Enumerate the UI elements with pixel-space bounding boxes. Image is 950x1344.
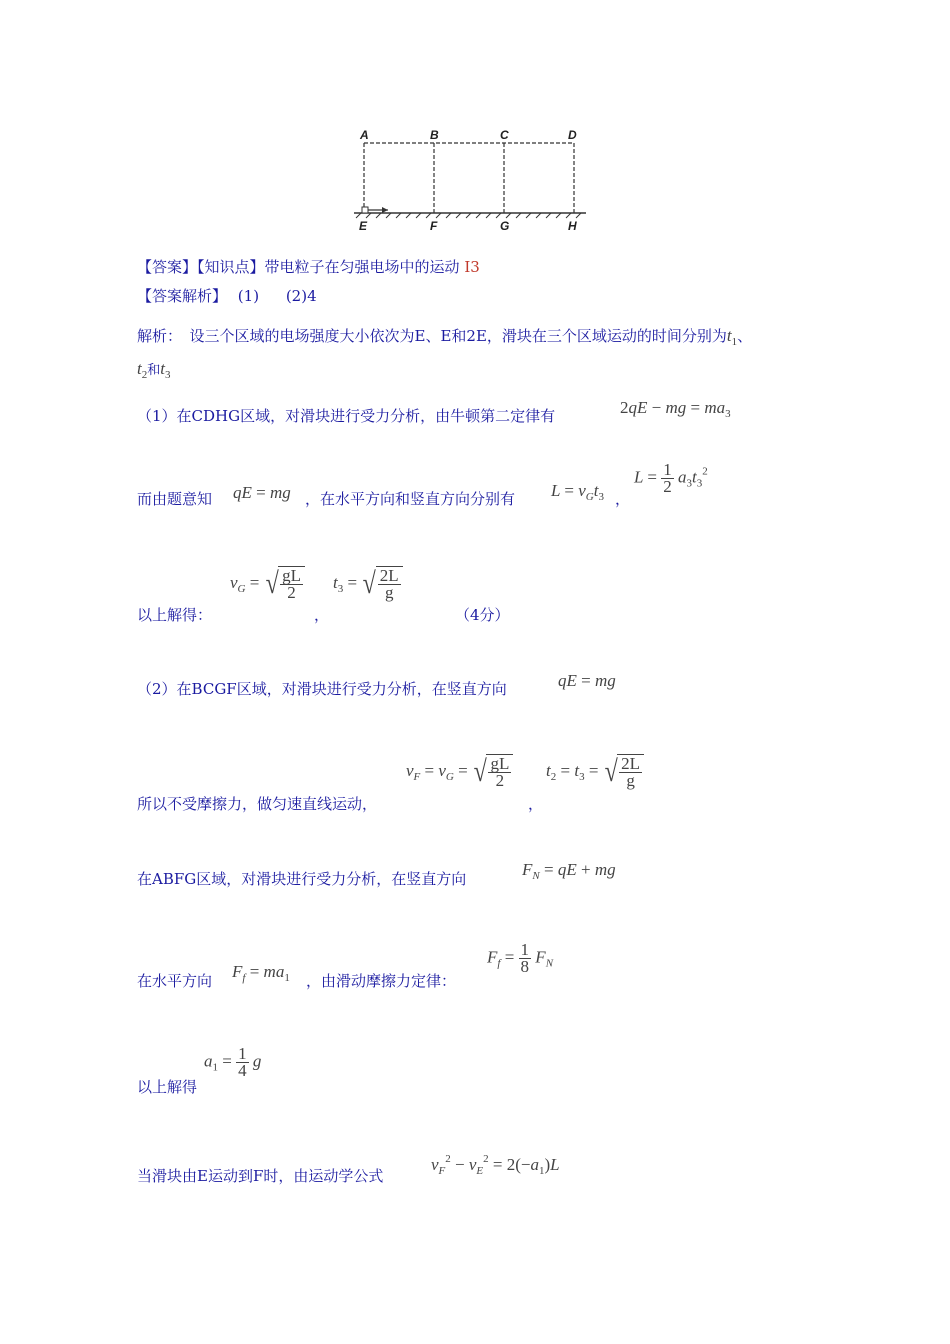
eq-kinematics: $v_F^2 - v_E^2 = 2(-a_1)L$	[431, 1153, 560, 1177]
answer-tag: 【答案】	[137, 258, 198, 276]
label-A: A	[360, 128, 369, 142]
step3-comma: ，	[314, 606, 330, 624]
knowledge-text: 带电粒子在匀强电场中的运动	[264, 258, 460, 276]
analysis-tag: 【答案解析】	[137, 287, 228, 305]
intro-line-1: 解析： 设三个区域的电场强度大小依次为E、E和2E，滑块在三个区域运动的时间分别为$t_1$、	[137, 326, 753, 348]
step6-text: 在ABFG区域，对滑块进行受力分析，在竖直方向	[137, 870, 467, 888]
eq-vG-result: $v_G$ = √ $\frac{gL}{2}$	[230, 566, 305, 602]
step2-pre: 而由题意知	[137, 490, 213, 508]
intro-line-2: $t_2$和$t_3$	[137, 359, 171, 381]
step8-pre: 以上解得	[137, 1078, 198, 1096]
field-region-diagram	[350, 125, 595, 235]
step2-mid: ，在水平方向和竖直方向分别有	[305, 490, 516, 508]
eq-Ff-ma1: $F_f = ma_1$	[232, 962, 290, 984]
analysis-part1: (1)	[237, 287, 260, 305]
label-C: C	[500, 128, 509, 142]
slider-block	[362, 207, 368, 213]
step7-mid: ，由滑动摩擦力定律：	[306, 972, 457, 990]
label-F: F	[430, 219, 438, 233]
label-E: E	[359, 219, 368, 233]
label-H: H	[568, 219, 577, 233]
analysis-part2: (2)4	[285, 287, 317, 305]
eq-L-half-at2: L = $\frac{1}{2}$ $a_3t_3^2$	[634, 460, 708, 496]
label-G: G	[500, 219, 510, 233]
answer-line	[137, 258, 480, 276]
step1-text: （1）在CDHG区域，对滑块进行受力分析，由牛顿第二定律有	[137, 407, 556, 425]
knowledge-tag: 【知识点】	[197, 258, 265, 276]
eq-qE-mg-2: qE = mg	[558, 671, 616, 690]
step5-pre: 所以不受摩擦力，做匀速直线运动，	[137, 795, 378, 813]
label-B: B	[430, 128, 439, 142]
eq-vF-vG: $v_F = v_G$ = √ $\frac{gL}{2}$	[406, 754, 513, 790]
eq-FN: $F_N$ = qE + mg	[522, 860, 616, 882]
label-D: D	[568, 128, 577, 142]
step7-pre: 在水平方向	[137, 972, 213, 990]
eq-Ff-eighth-FN: $F_f$ = $\frac{1}{8}$ $F_N$	[487, 940, 554, 976]
knowledge-code: I3	[464, 258, 480, 276]
eq-L-vt: $L = v_Gt_3$	[551, 481, 604, 503]
step3-pre: 以上解得：	[137, 606, 213, 624]
eq-t3-result: $t_3$ = √ $\frac{2L}{g}$	[333, 566, 403, 602]
step9-pre: 当滑块由E运动到F时，由运动学公式	[137, 1167, 384, 1185]
eq-qE-mg: qE = mg	[233, 483, 291, 502]
analysis-line	[137, 287, 317, 305]
eq-a1-quarter-g: $a_1$ = $\frac{1}{4}$ g	[204, 1044, 262, 1080]
step5-comma: ，	[528, 795, 544, 813]
step4-text: （2）在BCGF区域，对滑块进行受力分析，在竖直方向	[137, 680, 507, 698]
step2-comma: ，	[615, 490, 631, 508]
step3-score: （4分）	[455, 606, 510, 624]
eq-newton-cdhg: 2qE − mg = $ma_3$	[620, 398, 731, 420]
eq-t2-t3: $t_2 = t_3$ = √ $\frac{2L}{g}$	[546, 754, 644, 790]
intro-text: 解析： 设三个区域的电场强度大小依次为E、E和2E，滑块在三个区域运动的时间分别为	[137, 327, 727, 345]
